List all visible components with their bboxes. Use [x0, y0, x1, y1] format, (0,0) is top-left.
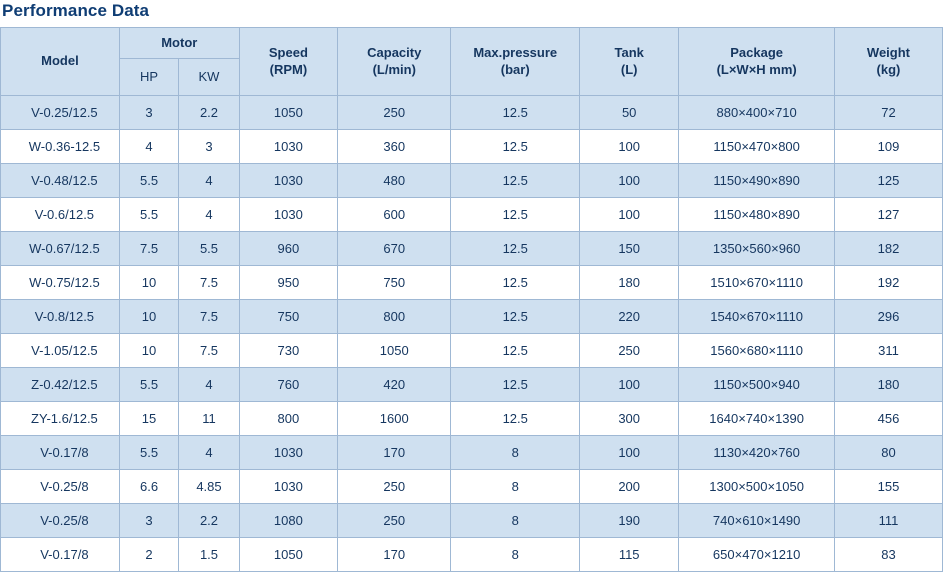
cell-tank: 250 — [580, 334, 679, 368]
table-row — [1, 266, 943, 300]
cell-capacity: 250 — [338, 96, 451, 130]
cell-motor-kw: 7.5 — [179, 266, 240, 300]
cell-tank: 115 — [580, 538, 679, 572]
cell-weight: 80 — [834, 436, 942, 470]
cell-max-pressure: 12.5 — [451, 130, 580, 164]
cell-model: Z-0.42/12.5 — [1, 368, 120, 402]
cell-motor-kw: 4 — [179, 436, 240, 470]
cell-speed: 1030 — [239, 436, 337, 470]
cell-motor-kw: 2.2 — [179, 96, 240, 130]
page-title: Performance Data — [2, 1, 150, 20]
cell-model: V-0.8/12.5 — [1, 300, 120, 334]
cell-speed: 960 — [239, 232, 337, 266]
cell-weight: 72 — [834, 96, 942, 130]
cell-motor-kw: 5.5 — [179, 232, 240, 266]
cell-motor-hp: 5.5 — [119, 198, 178, 232]
table-header — [1, 28, 943, 96]
cell-capacity: 600 — [338, 198, 451, 232]
cell-speed: 760 — [239, 368, 337, 402]
cell-package: 1640×740×1390 — [679, 402, 835, 436]
table-row — [1, 164, 943, 198]
cell-model: W-0.75/12.5 — [1, 266, 120, 300]
table-row — [1, 470, 943, 504]
cell-motor-kw: 3 — [179, 130, 240, 164]
cell-motor-hp: 4 — [119, 130, 178, 164]
table-row — [1, 300, 943, 334]
cell-speed: 950 — [239, 266, 337, 300]
cell-package: 1350×560×960 — [679, 232, 835, 266]
cell-speed: 750 — [239, 300, 337, 334]
column-header-weight-line2: (kg) — [876, 61, 901, 77]
cell-motor-kw: 4.85 — [179, 470, 240, 504]
cell-weight: 192 — [834, 266, 942, 300]
cell-package: 880×400×710 — [679, 96, 835, 130]
table-row — [1, 96, 943, 130]
column-header-tank — [580, 28, 679, 96]
column-header-tank-line2: (L) — [620, 61, 638, 77]
cell-max-pressure: 12.5 — [451, 368, 580, 402]
column-header-package — [679, 28, 835, 96]
cell-speed: 730 — [239, 334, 337, 368]
cell-max-pressure: 8 — [451, 538, 580, 572]
cell-tank: 100 — [580, 198, 679, 232]
cell-weight: 109 — [834, 130, 942, 164]
cell-model: V-0.17/8 — [1, 538, 120, 572]
cell-max-pressure: 12.5 — [451, 232, 580, 266]
column-header-motor-hp: HP — [119, 59, 178, 96]
cell-package: 1150×490×890 — [679, 164, 835, 198]
cell-model: V-1.05/12.5 — [1, 334, 120, 368]
cell-package: 650×470×1210 — [679, 538, 835, 572]
cell-speed: 800 — [239, 402, 337, 436]
cell-package: 1150×470×800 — [679, 130, 835, 164]
cell-tank: 200 — [580, 470, 679, 504]
cell-tank: 180 — [580, 266, 679, 300]
cell-motor-kw: 7.5 — [179, 334, 240, 368]
table-row — [1, 232, 943, 266]
cell-tank: 300 — [580, 402, 679, 436]
cell-motor-hp: 3 — [119, 504, 178, 538]
column-header-model: Model — [1, 28, 120, 96]
cell-motor-hp: 2 — [119, 538, 178, 572]
column-header-max-pressure — [451, 28, 580, 96]
column-header-weight — [834, 28, 942, 96]
cell-weight: 127 — [834, 198, 942, 232]
cell-motor-kw: 4 — [179, 368, 240, 402]
column-header-capacity-line2: (L/min) — [372, 61, 416, 77]
cell-max-pressure: 12.5 — [451, 96, 580, 130]
cell-motor-kw: 2.2 — [179, 504, 240, 538]
table-row — [1, 368, 943, 402]
cell-motor-kw: 4 — [179, 198, 240, 232]
column-header-capacity — [338, 28, 451, 96]
table-row — [1, 504, 943, 538]
table-row — [1, 334, 943, 368]
column-header-capacity-line1: Capacity — [367, 45, 422, 61]
cell-tank: 190 — [580, 504, 679, 538]
cell-weight: 125 — [834, 164, 942, 198]
cell-motor-kw: 4 — [179, 164, 240, 198]
cell-package: 740×610×1490 — [679, 504, 835, 538]
cell-capacity: 250 — [338, 504, 451, 538]
cell-motor-hp: 5.5 — [119, 164, 178, 198]
column-header-package-line2: (L×W×H mm) — [716, 61, 797, 77]
cell-weight: 182 — [834, 232, 942, 266]
column-header-max-pressure-line2: (bar) — [500, 61, 530, 77]
cell-weight: 155 — [834, 470, 942, 504]
cell-max-pressure: 12.5 — [451, 402, 580, 436]
cell-package: 1540×670×1110 — [679, 300, 835, 334]
cell-weight: 180 — [834, 368, 942, 402]
table-body — [1, 96, 943, 572]
cell-tank: 100 — [580, 436, 679, 470]
cell-capacity: 1600 — [338, 402, 451, 436]
cell-tank: 100 — [580, 368, 679, 402]
cell-package: 1510×670×1110 — [679, 266, 835, 300]
cell-capacity: 250 — [338, 470, 451, 504]
cell-speed: 1050 — [239, 538, 337, 572]
cell-motor-kw: 1.5 — [179, 538, 240, 572]
cell-capacity: 360 — [338, 130, 451, 164]
column-header-speed-line2: (RPM) — [269, 61, 308, 77]
cell-max-pressure: 12.5 — [451, 334, 580, 368]
column-header-tank-line1: Tank — [614, 45, 644, 61]
cell-model: V-0.25/12.5 — [1, 96, 120, 130]
cell-model: ZY-1.6/12.5 — [1, 402, 120, 436]
cell-package: 1150×500×940 — [679, 368, 835, 402]
performance-data-table — [0, 27, 943, 572]
cell-package: 1560×680×1110 — [679, 334, 835, 368]
table-row — [1, 130, 943, 164]
cell-max-pressure: 12.5 — [451, 266, 580, 300]
cell-max-pressure: 12.5 — [451, 198, 580, 232]
cell-motor-hp: 5.5 — [119, 368, 178, 402]
cell-motor-hp: 10 — [119, 300, 178, 334]
cell-capacity: 170 — [338, 538, 451, 572]
cell-model: V-0.6/12.5 — [1, 198, 120, 232]
cell-tank: 150 — [580, 232, 679, 266]
cell-speed: 1080 — [239, 504, 337, 538]
cell-package: 1300×500×1050 — [679, 470, 835, 504]
cell-capacity: 750 — [338, 266, 451, 300]
cell-weight: 296 — [834, 300, 942, 334]
cell-motor-hp: 10 — [119, 266, 178, 300]
cell-model: W-0.67/12.5 — [1, 232, 120, 266]
cell-capacity: 420 — [338, 368, 451, 402]
cell-package: 1130×420×760 — [679, 436, 835, 470]
cell-tank: 50 — [580, 96, 679, 130]
cell-motor-hp: 6.6 — [119, 470, 178, 504]
cell-model: W-0.36-12.5 — [1, 130, 120, 164]
cell-speed: 1030 — [239, 130, 337, 164]
cell-weight: 83 — [834, 538, 942, 572]
cell-weight: 456 — [834, 402, 942, 436]
column-header-package-line1: Package — [730, 45, 784, 61]
column-header-weight-line1: Weight — [866, 45, 910, 61]
cell-max-pressure: 8 — [451, 436, 580, 470]
cell-capacity: 1050 — [338, 334, 451, 368]
column-header-max-pressure-line1: Max.pressure — [473, 45, 558, 61]
cell-motor-hp: 7.5 — [119, 232, 178, 266]
table-row — [1, 198, 943, 232]
cell-capacity: 480 — [338, 164, 451, 198]
cell-tank: 100 — [580, 164, 679, 198]
table-header-row-1 — [1, 28, 943, 59]
column-header-motor-kw: KW — [179, 59, 240, 96]
table-row — [1, 402, 943, 436]
cell-motor-kw: 7.5 — [179, 300, 240, 334]
cell-motor-hp: 10 — [119, 334, 178, 368]
cell-model: V-0.48/12.5 — [1, 164, 120, 198]
cell-speed: 1050 — [239, 96, 337, 130]
column-header-speed-line1: Speed — [268, 45, 308, 61]
cell-speed: 1030 — [239, 164, 337, 198]
cell-max-pressure: 8 — [451, 470, 580, 504]
table-row — [1, 538, 943, 572]
cell-capacity: 800 — [338, 300, 451, 334]
table-row — [1, 436, 943, 470]
cell-motor-kw: 11 — [179, 402, 240, 436]
cell-model: V-0.25/8 — [1, 504, 120, 538]
column-header-motor: Motor — [119, 28, 239, 59]
cell-model: V-0.17/8 — [1, 436, 120, 470]
cell-motor-hp: 15 — [119, 402, 178, 436]
cell-motor-hp: 5.5 — [119, 436, 178, 470]
cell-max-pressure: 8 — [451, 504, 580, 538]
cell-package: 1150×480×890 — [679, 198, 835, 232]
cell-motor-hp: 3 — [119, 96, 178, 130]
cell-speed: 1030 — [239, 198, 337, 232]
cell-max-pressure: 12.5 — [451, 300, 580, 334]
cell-tank: 220 — [580, 300, 679, 334]
cell-capacity: 670 — [338, 232, 451, 266]
cell-weight: 311 — [834, 334, 942, 368]
cell-speed: 1030 — [239, 470, 337, 504]
cell-tank: 100 — [580, 130, 679, 164]
cell-weight: 111 — [834, 504, 942, 538]
cell-capacity: 170 — [338, 436, 451, 470]
cell-model: V-0.25/8 — [1, 470, 120, 504]
cell-max-pressure: 12.5 — [451, 164, 580, 198]
column-header-speed — [239, 28, 337, 96]
